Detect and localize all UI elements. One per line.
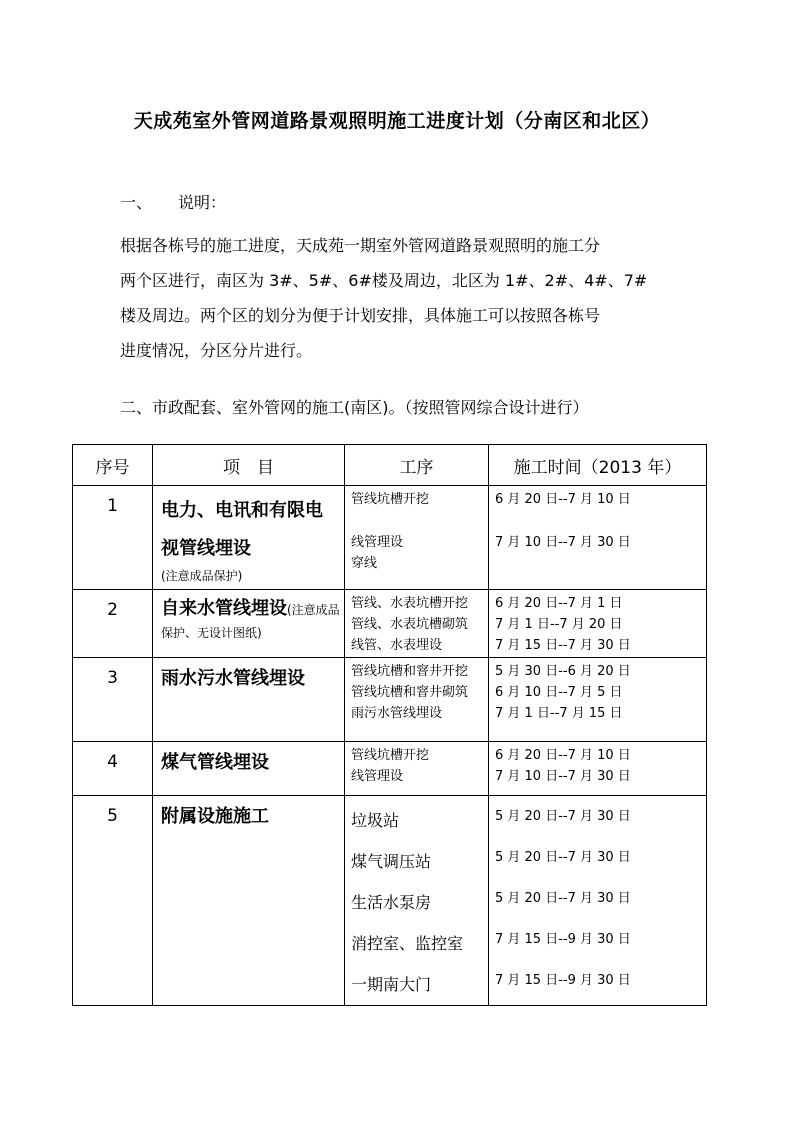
time-line: 7 月 10 日--7 月 30 日 bbox=[495, 535, 631, 550]
row-time bbox=[489, 742, 707, 796]
process-line: 管线坑槽开挖 bbox=[351, 748, 430, 763]
process-line: 管线、水表坑槽砌筑 bbox=[351, 617, 469, 632]
page-title: 天成苑室外管网道路景观照明施工进度计划（分南区和北区） bbox=[133, 110, 661, 132]
row-time bbox=[489, 486, 707, 590]
process-line: 生活水泵房 bbox=[351, 893, 432, 912]
process-line: 垃圾站 bbox=[351, 811, 400, 830]
row-number: 5 bbox=[73, 796, 153, 1006]
process-line: 管线坑槽和窨井砌筑 bbox=[351, 685, 469, 700]
paragraph-line: 根据各栋号的施工进度，天成苑一期室外管网道路景观照明的施工分 bbox=[120, 236, 601, 255]
table-row bbox=[73, 486, 707, 590]
process-line: 管线、水表坑槽开挖 bbox=[351, 596, 469, 611]
row-process bbox=[345, 590, 489, 658]
header-item: 项 目 bbox=[153, 445, 345, 486]
paragraph-line: 进度情况，分区分片进行。 bbox=[120, 341, 313, 360]
time-line: 7 月 10 日--7 月 30 日 bbox=[495, 769, 631, 784]
time-line: 7 月 1 日--7 月 20 日 bbox=[495, 617, 623, 632]
process-line: 穿线 bbox=[351, 556, 378, 571]
process-line: 线管理设 bbox=[351, 769, 404, 784]
header-time: 施工时间（2013 年） bbox=[489, 445, 707, 486]
row-process bbox=[345, 658, 489, 742]
row-item bbox=[153, 486, 345, 590]
row-item bbox=[153, 742, 345, 796]
item-name: 雨水污水管线埋设 bbox=[161, 668, 305, 689]
table-row bbox=[73, 742, 707, 796]
row-time bbox=[489, 590, 707, 658]
process-line: 雨污水管线埋设 bbox=[351, 706, 443, 721]
time-line: 7 月 15 日--9 月 30 日 bbox=[495, 932, 631, 947]
table-header-row bbox=[73, 445, 707, 486]
row-time bbox=[489, 796, 707, 1006]
table-row bbox=[73, 658, 707, 742]
row-number: 3 bbox=[73, 658, 153, 742]
item-name: 自来水管线埋设 bbox=[161, 598, 287, 619]
paragraph-line: 两个区进行，南区为 3#、5#、6#楼及周边，北区为 1#、2#、4#、7# bbox=[120, 271, 648, 290]
item-note: (注意成品保护) bbox=[161, 569, 243, 583]
time-line: 5 月 20 日--7 月 30 日 bbox=[495, 809, 631, 824]
row-time bbox=[489, 658, 707, 742]
row-item bbox=[153, 796, 345, 1006]
process-line: 管线坑槽开挖 bbox=[351, 492, 430, 507]
time-line: 6 月 20 日--7 月 10 日 bbox=[495, 492, 631, 507]
row-number: 2 bbox=[73, 590, 153, 658]
paragraph-line: 楼及周边。两个区的划分为便于计划安排，具体施工可以按照各栋号 bbox=[120, 306, 601, 325]
row-process bbox=[345, 486, 489, 590]
time-line: 6 月 10 日--7 月 5 日 bbox=[495, 685, 623, 700]
process-line: 一期南大门 bbox=[351, 975, 432, 994]
section-2-heading: 二、市政配套、室外管网的施工(南区)。（按照管网综合设计进行） bbox=[120, 398, 589, 417]
row-number: 4 bbox=[73, 742, 153, 796]
time-line: 6 月 20 日--7 月 10 日 bbox=[495, 748, 631, 763]
item-name: 电力、电讯和有限电视管线埋设 bbox=[161, 500, 323, 559]
row-number: 1 bbox=[73, 486, 153, 590]
row-item bbox=[153, 658, 345, 742]
header-seq: 序号 bbox=[73, 445, 153, 486]
section-1-heading bbox=[120, 190, 226, 213]
row-process bbox=[345, 796, 489, 1006]
item-name: 煤气管线埋设 bbox=[161, 752, 269, 773]
process-line: 管线坑槽和窨井开挖 bbox=[351, 664, 469, 679]
table-row bbox=[73, 796, 707, 1006]
time-line: 5 月 30 日--6 月 20 日 bbox=[495, 664, 631, 679]
table-row bbox=[73, 590, 707, 658]
description-paragraph bbox=[120, 228, 680, 368]
row-process bbox=[345, 742, 489, 796]
time-line: 5 月 20 日--7 月 30 日 bbox=[495, 850, 631, 865]
time-line: 7 月 15 日--9 月 30 日 bbox=[495, 973, 631, 988]
row-item bbox=[153, 590, 345, 658]
process-line: 线管理设 bbox=[351, 535, 404, 550]
item-note: (注意成品保护、无设计图纸) bbox=[161, 603, 340, 640]
item-name: 附属设施施工 bbox=[161, 806, 269, 827]
schedule-table bbox=[72, 444, 707, 1006]
header-process: 工序 bbox=[345, 445, 489, 486]
process-line: 煤气调压站 bbox=[351, 852, 432, 871]
time-line: 5 月 20 日--7 月 30 日 bbox=[495, 891, 631, 906]
time-line: 6 月 20 日--7 月 1 日 bbox=[495, 596, 623, 611]
section-1-label: 说明： bbox=[178, 193, 227, 212]
process-line: 线管、水表埋设 bbox=[351, 638, 443, 653]
time-line: 7 月 1 日--7 月 15 日 bbox=[495, 706, 623, 721]
section-1-number: 一、 bbox=[120, 193, 153, 212]
process-line: 消控室、监控室 bbox=[351, 934, 464, 953]
time-line: 7 月 15 日--7 月 30 日 bbox=[495, 638, 631, 653]
